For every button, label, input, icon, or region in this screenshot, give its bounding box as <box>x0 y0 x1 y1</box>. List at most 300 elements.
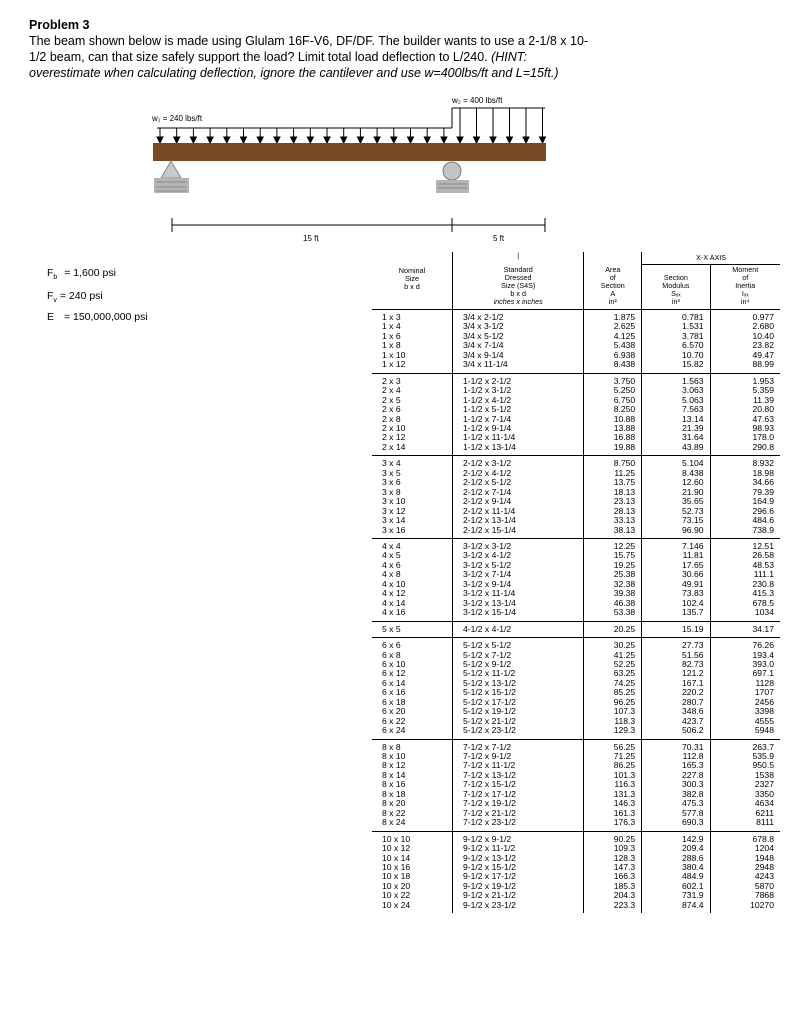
table-cell-nominal <box>372 831 452 913</box>
section-value: 7.146 <box>682 540 704 551</box>
nominal-value: 1 x 12 <box>382 359 406 370</box>
table-cell-size <box>452 831 583 913</box>
nominal-value: 6 x 10 <box>382 658 406 669</box>
table-cell-nominal <box>372 456 452 539</box>
size-value: 3-1/2 x 3-1/2 <box>462 540 512 551</box>
size-value: 3/4 x 2-1/2 <box>462 312 504 322</box>
problem-title: Problem 3 <box>29 18 90 32</box>
nominal-value: 6 x 14 <box>382 677 406 688</box>
area-value: 85.25 <box>613 687 636 698</box>
size-value: 9-1/2 x 9-1/2 <box>462 833 512 844</box>
moment-value: 5.359 <box>752 385 774 396</box>
section-value: 70.31 <box>682 741 704 752</box>
moment-value: 1128 <box>755 677 774 688</box>
moment-value: 12.51 <box>752 540 774 551</box>
nominal-value: 6 x 22 <box>382 715 406 726</box>
table-cell-area <box>584 831 642 913</box>
area-value: 53.38 <box>613 607 636 618</box>
size-value: 5-1/2 x 5-1/2 <box>462 640 512 651</box>
w1-arrowhead <box>207 137 213 143</box>
nominal-value: 4 x 10 <box>382 578 406 589</box>
area-value: 107.3 <box>613 706 636 717</box>
section-value: 602.1 <box>682 880 704 891</box>
section-value: 82.73 <box>682 658 704 669</box>
area-value: 33.13 <box>613 515 636 526</box>
size-value: 4-1/2 x 4-1/2 <box>462 623 512 634</box>
moment-value: 4634 <box>754 798 774 809</box>
area-value: 30.25 <box>613 640 636 651</box>
section-value: 52.73 <box>682 505 704 516</box>
fv-value: = 240 psi <box>59 290 103 302</box>
area-value: 3.750 <box>613 375 636 386</box>
table-cell-section <box>642 310 710 374</box>
moment-value: 263.7 <box>752 741 774 752</box>
problem-hint-label: (HINT: <box>491 50 527 64</box>
area-value: 90.25 <box>613 833 636 844</box>
area-value: 185.3 <box>613 880 636 891</box>
moment-value: 193.4 <box>752 649 774 660</box>
nominal-value: 8 x 22 <box>382 807 406 818</box>
w1-arrowhead <box>241 137 247 143</box>
area-value: 56.25 <box>613 741 636 752</box>
moment-value: 4555 <box>754 715 774 726</box>
moment-value: 10.40 <box>752 330 774 341</box>
nominal-value: 10 x 14 <box>382 852 411 863</box>
area-value: 15.75 <box>613 550 636 561</box>
w1-arrowhead <box>291 137 297 143</box>
nominal-value: 3 x 10 <box>382 496 406 507</box>
size-value: 3/4 x 11-1/4 <box>462 359 508 370</box>
roller-support <box>436 162 469 193</box>
nominal-value: 8 x 12 <box>382 760 406 771</box>
area-value: 6.750 <box>613 394 636 405</box>
area-value: 2.625 <box>613 321 636 332</box>
section-value: 135.7 <box>682 607 704 618</box>
table-row-group <box>372 831 780 913</box>
moment-value: 34.17 <box>752 623 774 634</box>
w2-arrowhead <box>474 137 480 143</box>
size-value: 9-1/2 x 17-1/2 <box>462 871 516 882</box>
area-value: 6.938 <box>613 349 636 360</box>
section-value: 8.438 <box>682 467 704 478</box>
area-value: 5.250 <box>613 385 636 396</box>
area-value: 19.88 <box>613 441 636 452</box>
section-value: 27.73 <box>682 640 704 651</box>
moment-value: 88.99 <box>752 359 774 370</box>
moment-value: 5948 <box>754 725 774 736</box>
property-fv <box>47 290 103 304</box>
size-value: 5-1/2 x 19-1/2 <box>462 706 516 717</box>
nominal-value: 6 x 6 <box>382 640 401 651</box>
section-value: 280.7 <box>682 696 704 707</box>
section-value: 73.83 <box>682 588 704 599</box>
area-value: 25.38 <box>613 569 636 580</box>
table-cell-section <box>642 621 710 637</box>
size-value: 3-1/2 x 4-1/2 <box>462 550 512 561</box>
size-value: 7-1/2 x 21-1/2 <box>462 807 516 818</box>
w2-arrowhead <box>540 137 546 143</box>
nominal-value: 6 x 24 <box>382 725 406 736</box>
moment-value: 10270 <box>750 899 774 910</box>
nominal-value: 6 x 12 <box>382 668 406 679</box>
moment-value: 111.1 <box>753 569 774 580</box>
moment-value: 7868 <box>754 890 774 901</box>
table-cell-area <box>584 538 642 621</box>
size-value: 7-1/2 x 9-1/2 <box>462 751 512 762</box>
moment-value: 738.9 <box>752 524 774 535</box>
table-cell-size <box>452 456 583 539</box>
nominal-value: 3 x 8 <box>382 486 401 497</box>
area-value: 129.3 <box>613 725 636 736</box>
nominal-value: 2 x 5 <box>382 394 401 405</box>
size-value: 3-1/2 x 7-1/4 <box>462 569 512 580</box>
property-e <box>47 311 148 323</box>
moment-value: 5870 <box>754 880 774 891</box>
moment-value: 178.0 <box>752 432 774 443</box>
area-value: 13.75 <box>613 477 636 488</box>
nominal-value: 8 x 16 <box>382 779 406 790</box>
size-value: 5-1/2 x 7-1/2 <box>462 649 512 660</box>
area-value: 39.38 <box>613 588 636 599</box>
problem-text-line-2 <box>29 50 527 65</box>
moment-value: 0.977 <box>752 312 774 322</box>
moment-value: 34.66 <box>752 477 774 488</box>
size-value: 2-1/2 x 7-1/4 <box>462 486 512 497</box>
section-value: 5.063 <box>682 394 704 405</box>
table-cell-section <box>642 739 710 831</box>
table-cell-section <box>642 831 710 913</box>
size-value: 7-1/2 x 15-1/2 <box>462 779 516 790</box>
section-value: 348.6 <box>682 706 704 717</box>
nominal-value: 8 x 20 <box>382 798 406 809</box>
nominal-value: 6 x 18 <box>382 696 406 707</box>
table-cell-nominal <box>372 739 452 831</box>
moment-value: 98.93 <box>752 422 774 433</box>
section-value: 731.9 <box>682 890 704 901</box>
moment-value: 23.82 <box>752 340 774 351</box>
section-value: 21.90 <box>682 486 704 497</box>
size-value: 3/4 x 3-1/2 <box>462 321 504 332</box>
moment-value: 415.3 <box>752 588 774 599</box>
size-value: 7-1/2 x 11-1/2 <box>462 760 516 771</box>
section-value: 300.3 <box>682 779 704 790</box>
moment-value: 296.6 <box>752 505 774 516</box>
moment-value: 1204 <box>754 843 774 854</box>
area-value: 16.88 <box>613 432 636 443</box>
section-value: 5.104 <box>682 458 704 469</box>
size-value: 9-1/2 x 23-1/2 <box>462 899 516 910</box>
header-area: Area of Section A in² <box>584 252 642 310</box>
nominal-value: 3 x 4 <box>382 458 401 469</box>
size-value: 9-1/2 x 11-1/2 <box>462 843 516 854</box>
nominal-value: 4 x 16 <box>382 607 406 618</box>
size-value: 2-1/2 x 15-1/4 <box>462 524 516 535</box>
section-value: 30.66 <box>682 569 704 580</box>
nominal-value: 1 x 6 <box>382 330 401 341</box>
section-value: 1.531 <box>682 321 704 332</box>
moment-value: 697.1 <box>752 668 774 679</box>
moment-value: 950.5 <box>752 760 774 771</box>
size-value: 1-1/2 x 11-1/4 <box>462 432 516 443</box>
section-value: 3.063 <box>682 385 704 396</box>
area-value: 1.875 <box>613 312 636 322</box>
size-value: 7-1/2 x 23-1/2 <box>462 817 516 828</box>
w2-arrowhead <box>523 137 529 143</box>
section-value: 13.14 <box>682 413 704 424</box>
nominal-value: 5 x 5 <box>382 623 401 634</box>
moment-value: 1.953 <box>752 375 774 386</box>
size-value: 3-1/2 x 11-1/4 <box>462 588 516 599</box>
size-value: 2-1/2 x 3-1/2 <box>462 458 512 469</box>
section-value: 220.2 <box>682 687 704 698</box>
size-value: 2-1/2 x 4-1/2 <box>462 467 512 478</box>
span-5ft-label: 5 ft <box>493 234 505 243</box>
size-value: 3-1/2 x 9-1/4 <box>462 578 512 589</box>
nominal-value: 10 x 20 <box>382 880 411 891</box>
size-value: 5-1/2 x 9-1/2 <box>462 658 512 669</box>
section-value: 12.60 <box>682 477 704 488</box>
table-cell-section <box>642 456 710 539</box>
lumber-section-properties-table <box>372 252 780 1020</box>
nominal-value: 10 x 24 <box>382 899 411 910</box>
size-value: 9-1/2 x 21-1/2 <box>462 890 516 901</box>
size-value: 9-1/2 x 15-1/2 <box>462 862 516 873</box>
header-moment-of-inertia: Moment of Inertia Iₓₓ in⁴ <box>710 265 780 310</box>
nominal-value: 2 x 14 <box>382 441 406 452</box>
section-value: 209.4 <box>682 843 704 854</box>
section-value: 423.7 <box>682 715 704 726</box>
table-cell-moment <box>710 739 780 831</box>
w1-arrowhead <box>408 137 414 143</box>
w1-arrowhead <box>357 137 363 143</box>
size-value: 1-1/2 x 2-1/2 <box>462 375 512 386</box>
section-value: 3.781 <box>682 330 704 341</box>
size-value: 5-1/2 x 23-1/2 <box>462 725 516 736</box>
size-value: 5-1/2 x 13-1/2 <box>462 677 516 688</box>
area-value: 13.88 <box>613 422 636 433</box>
nominal-value: 6 x 8 <box>382 649 401 660</box>
moment-value: 1707 <box>754 687 774 698</box>
section-value: 690.3 <box>682 817 704 828</box>
nominal-value: 1 x 4 <box>382 321 401 332</box>
section-value: 35.65 <box>682 496 704 507</box>
fb-symbol: F <box>47 267 54 279</box>
size-value: 3/4 x 9-1/4 <box>462 349 504 360</box>
size-value: 5-1/2 x 21-1/2 <box>462 715 516 726</box>
size-value: 9-1/2 x 13-1/2 <box>462 852 516 863</box>
moment-value: 76.26 <box>752 640 774 651</box>
section-value: 43.89 <box>682 441 704 452</box>
section-value: 506.2 <box>682 725 704 736</box>
table-cell-area <box>584 310 642 374</box>
moment-value: 678.8 <box>752 833 774 844</box>
table-cell-area <box>584 739 642 831</box>
area-value: 46.38 <box>613 597 636 608</box>
size-value: 5-1/2 x 17-1/2 <box>462 696 516 707</box>
section-value: 121.2 <box>682 668 704 679</box>
table-cell-moment <box>710 456 780 539</box>
table-header-row-top <box>372 252 780 265</box>
table-cell-nominal <box>372 621 452 637</box>
w1-arrowhead <box>324 137 330 143</box>
moment-value: 11.39 <box>753 394 774 405</box>
nominal-value: 6 x 16 <box>382 687 406 698</box>
size-value: 3-1/2 x 5-1/2 <box>462 559 512 570</box>
nominal-value: 8 x 8 <box>382 741 401 752</box>
section-value: 484.9 <box>682 871 704 882</box>
table-cell-size <box>452 310 583 374</box>
area-value: 32.38 <box>613 578 636 589</box>
area-value: 8.250 <box>613 404 636 415</box>
area-value: 12.25 <box>613 540 636 551</box>
section-value: 10.70 <box>682 349 704 360</box>
table-cell-section <box>642 373 710 456</box>
section-value: 165.3 <box>682 760 704 771</box>
section-value: 112.8 <box>682 751 704 762</box>
area-value: 116.3 <box>614 779 636 790</box>
area-value: 52.25 <box>613 658 636 669</box>
area-value: 18.13 <box>613 486 636 497</box>
size-value: 2-1/2 x 11-1/4 <box>462 505 516 516</box>
size-value: 2-1/2 x 5-1/2 <box>462 477 512 488</box>
nominal-value: 2 x 12 <box>382 432 406 443</box>
nominal-value: 1 x 3 <box>382 312 401 322</box>
table-cell-moment <box>710 621 780 637</box>
size-value: 9-1/2 x 19-1/2 <box>462 880 516 891</box>
size-value: 1-1/2 x 7-1/4 <box>462 413 512 424</box>
area-value: 146.3 <box>613 798 636 809</box>
moment-value: 47.63 <box>752 413 774 424</box>
section-value: 6.570 <box>682 340 704 351</box>
moment-value: 1538 <box>754 769 774 780</box>
nominal-value: 8 x 10 <box>382 751 406 762</box>
area-value: 131.3 <box>613 788 636 799</box>
table-row-group <box>372 373 780 456</box>
nominal-value: 1 x 8 <box>382 340 401 351</box>
e-symbol: E <box>47 311 55 323</box>
nominal-value: 4 x 12 <box>382 588 406 599</box>
moment-value: 2948 <box>754 862 774 873</box>
section-value: 288.6 <box>682 852 704 863</box>
nominal-value: 10 x 18 <box>382 871 411 882</box>
nominal-value: 4 x 5 <box>382 550 401 561</box>
area-value: 8.438 <box>613 359 636 370</box>
nominal-value: 4 x 6 <box>382 559 401 570</box>
moment-value: 49.47 <box>752 349 774 360</box>
moment-value: 8.932 <box>752 458 774 469</box>
nominal-value: 2 x 8 <box>382 413 401 424</box>
table-cell-nominal <box>372 373 452 456</box>
section-value: 21.39 <box>682 422 704 433</box>
nominal-value: 8 x 24 <box>382 817 406 828</box>
table-cell-moment <box>710 638 780 740</box>
area-value: 204.3 <box>613 890 636 901</box>
area-value: 20.25 <box>613 623 636 634</box>
section-value: 102.4 <box>682 597 704 608</box>
nominal-value: 3 x 16 <box>382 524 406 535</box>
table-cell-moment <box>710 831 780 913</box>
moment-value: 678.5 <box>752 597 774 608</box>
moment-value: 164.9 <box>752 496 774 507</box>
fv-subscript: v <box>53 297 57 305</box>
nominal-value: 4 x 14 <box>382 597 406 608</box>
beam-diagram <box>0 88 791 248</box>
section-value: 227.8 <box>682 769 704 780</box>
table-cell-nominal <box>372 310 452 374</box>
w2-label: w₂ = 400 lbs/ft <box>452 96 503 105</box>
section-value: 475.3 <box>682 798 704 809</box>
w1-arrowhead <box>274 137 280 143</box>
moment-value: 393.0 <box>752 658 774 669</box>
section-value: 167.1 <box>682 677 704 688</box>
table-cell-moment <box>710 538 780 621</box>
table-row-group <box>372 638 780 740</box>
header-xx-axis: X-X AXIS <box>642 252 780 265</box>
moment-value: 20.80 <box>752 404 774 415</box>
section-value: 15.82 <box>682 359 704 370</box>
area-value: 28.13 <box>613 505 636 516</box>
problem-text-line-2-plain: 1/2 beam, can that size safely support the load? Limit total load deflection to L/240. <box>29 50 492 64</box>
section-value: 17.65 <box>682 559 704 570</box>
area-value: 176.3 <box>613 817 636 828</box>
nominal-value: 8 x 18 <box>382 788 406 799</box>
header-section-modulus: Section Modulus Sₓₓ in³ <box>642 265 710 310</box>
pin-support <box>154 161 189 193</box>
moment-value: 18.98 <box>752 467 774 478</box>
problem-text-line-1: The beam shown below is made using Glulam 16F-V6, DF/DF. The builder wants to use a 2-1/8 x 10- <box>29 34 589 48</box>
size-value: 7-1/2 x 19-1/2 <box>462 798 516 809</box>
area-value: 147.3 <box>613 862 636 873</box>
area-value: 86.25 <box>613 760 636 771</box>
size-value: 5-1/2 x 15-1/2 <box>462 687 516 698</box>
area-value: 96.25 <box>613 696 636 707</box>
nominal-value: 10 x 16 <box>382 862 411 873</box>
table-cell-area <box>584 638 642 740</box>
size-value: 7-1/2 x 13-1/2 <box>462 769 516 780</box>
size-value: 2-1/2 x 9-1/4 <box>462 496 512 507</box>
nominal-value: 2 x 10 <box>382 422 406 433</box>
moment-value: 1948 <box>754 852 774 863</box>
moment-value: 1034 <box>754 607 774 618</box>
section-value: 1.563 <box>682 375 704 386</box>
w1-arrowhead <box>341 137 347 143</box>
area-value: 109.3 <box>613 843 636 854</box>
section-value: 73.15 <box>682 515 704 526</box>
moment-value: 484.6 <box>752 515 774 526</box>
fb-subscript: b <box>53 274 58 282</box>
area-value: 128.3 <box>613 852 636 863</box>
table-cell-section <box>642 538 710 621</box>
table-row-group <box>372 310 780 374</box>
area-value: 118.3 <box>614 715 636 726</box>
table-row-group <box>372 456 780 539</box>
area-value: 101.3 <box>613 769 636 780</box>
section-value: 142.9 <box>682 833 704 844</box>
w1-arrowhead <box>424 137 430 143</box>
table-cell-size <box>452 373 583 456</box>
w2-arrowhead <box>507 137 513 143</box>
w1-label: w₁ = 240 lbs/ft <box>152 114 203 123</box>
section-value: 7.563 <box>682 404 704 415</box>
moment-value: 3350 <box>754 788 774 799</box>
table-cell-section <box>642 638 710 740</box>
table-cell-size <box>452 621 583 637</box>
section-value: 577.8 <box>682 807 704 818</box>
nominal-value: 10 x 10 <box>382 833 411 844</box>
nominal-value: 8 x 14 <box>382 769 406 780</box>
nominal-value: 2 x 6 <box>382 404 401 415</box>
area-value: 19.25 <box>613 559 636 570</box>
